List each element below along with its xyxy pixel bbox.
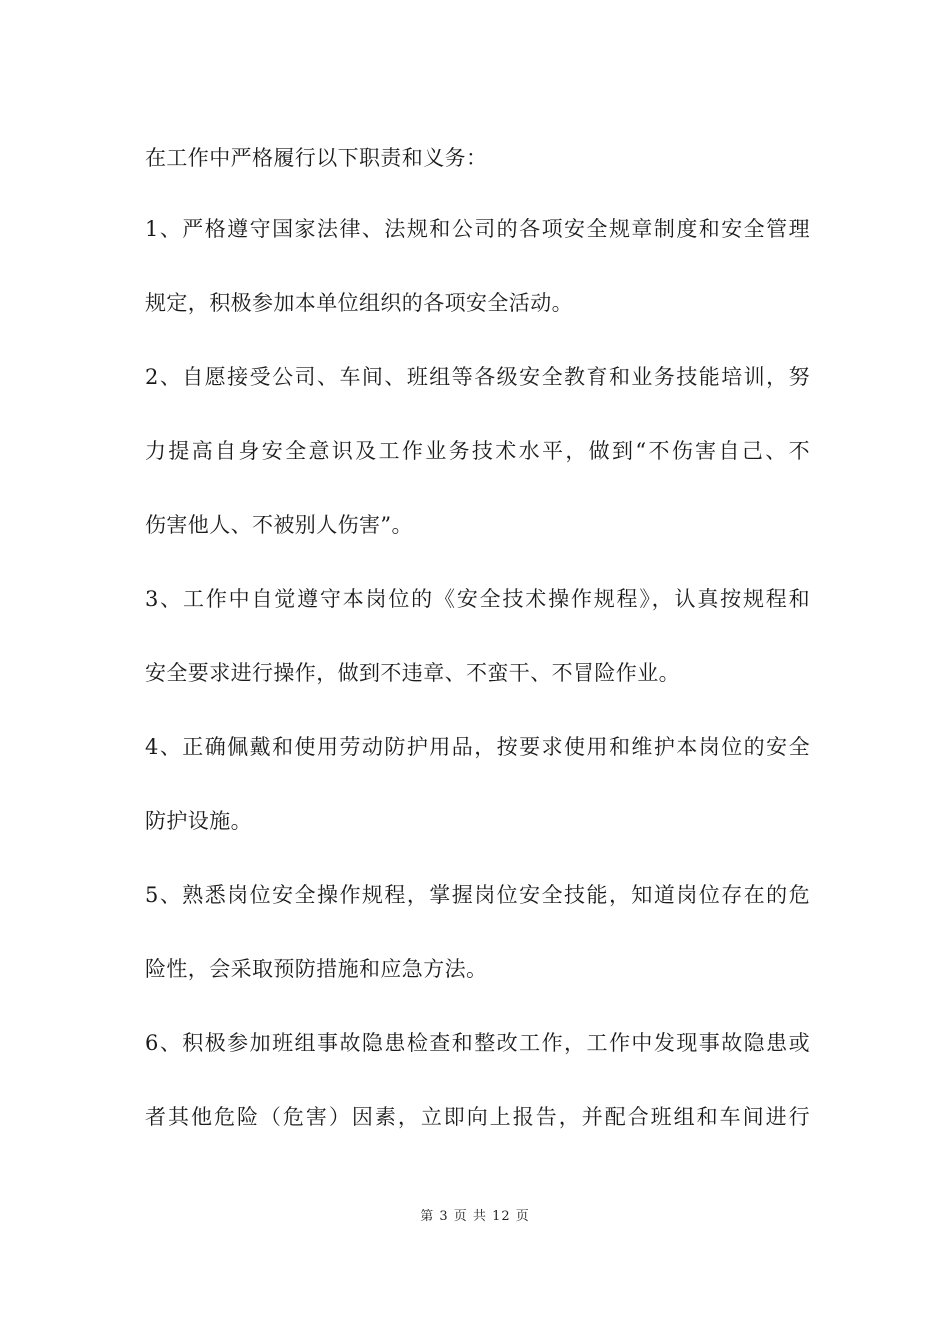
text-line-item6-b: 者其他危险（危害）因素，立即向上报告，并配合班组和车间进行 [145,1105,810,1129]
footer-current-page: 3 [439,1209,449,1224]
text-line-item2-a: 2、自愿接受公司、车间、班组等各级安全教育和业务技能培训，努 [145,365,810,389]
text-line-item3-a: 3、工作中自觉遵守本岗位的《安全技术操作规程》，认真按规程和 [145,587,810,611]
text-line-item4-b: 防护设施。 [145,809,252,833]
text-line-item3-b: 安全要求进行操作，做到不违章、不蛮干、不冒险作业。 [145,661,680,685]
text-line-item2-b: 力提高自身安全意识及工作业务技术水平，做到“不伤害自己、不 [145,439,810,463]
text-line-item5-b: 险性，会采取预防措施和应急方法。 [145,957,488,981]
footer-middle: 页 共 [453,1209,487,1224]
text-line-item4-a: 4、正确佩戴和使用劳动防护用品，按要求使用和维护本岗位的安全 [145,735,810,759]
text-line-item1-a: 1、严格遵守国家法律、法规和公司的各项安全规章制度和安全管理 [145,217,810,241]
text-line-item2-c: 伤害他人、不被别人伤害”。 [145,513,413,537]
text-line-item1-b: 规定，积极参加本单位组织的各项安全活动。 [145,291,573,315]
text-line-intro: 在工作中严格履行以下职责和义务： [145,146,488,170]
footer-suffix: 页 [515,1209,530,1224]
text-line-item6-a: 6、积极参加班组事故隐患检查和整改工作，工作中发现事故隐患或 [145,1031,810,1055]
page-number-footer [0,1208,950,1226]
text-line-item5-a: 5、熟悉岗位安全操作规程，掌握岗位安全技能，知道岗位存在的危 [145,883,810,907]
footer-prefix: 第 [420,1209,435,1224]
footer-total-pages: 12 [492,1209,511,1224]
